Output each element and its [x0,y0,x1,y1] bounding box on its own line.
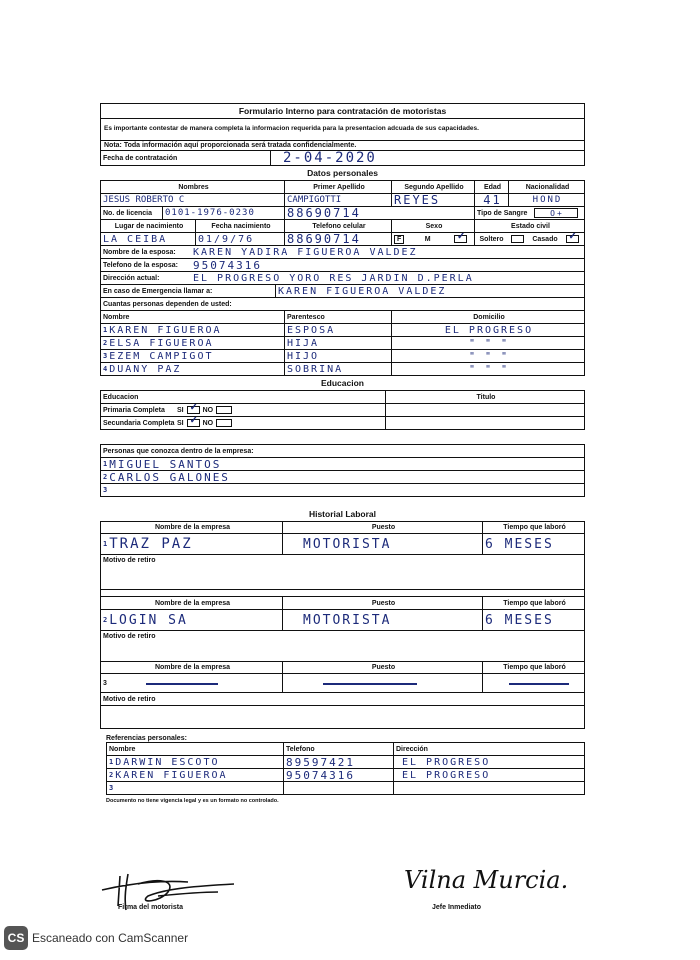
personal-table [100,180,585,376]
form-intro: Es importante contestar de manera completa la informacion requerida para la presentacion adcuada de sus capacidades. [101,119,584,141]
job-3-col-empresa: Nombre de la empresa [101,662,283,673]
job-2-empresa: 2 LOGIN SA [101,610,283,630]
dep-col-parentesco: Parentesco [285,311,392,323]
conocido-row-2: 2 CARLOS GALONES [103,471,230,483]
civil-label: Estado civil [511,222,550,230]
primaria-no-checkbox[interactable] [216,406,232,414]
secundaria-no-label: NO [202,419,214,427]
lugar-value: LA CEIBA [101,233,196,245]
sexo-f[interactable]: F [394,235,404,244]
col-edad: Edad [475,181,509,193]
direccion-label: Dirección actual: [103,274,160,282]
jefe-signature: Vilna Murcia. [404,866,569,894]
form-title: Formulario Interno para contratación de motoristas [101,104,584,119]
tel-esposa-value: 95074316 [193,259,262,271]
sexo-label: Sexo [392,220,475,232]
ref-row-1-tel: 89597421 [284,756,394,768]
primaria-titulo [386,404,584,416]
dash-line [146,683,218,685]
secundaria-si-label: SI [177,419,184,427]
primaria-row [101,404,386,416]
job-3-puesto [283,674,483,692]
sexo-m-checkbox[interactable] [454,235,467,243]
jefe-label: Jefe Inmediato [432,904,482,911]
conocidos-table [100,444,585,497]
job-1-col-empresa: Nombre de la empresa [101,522,283,533]
job-1-tiempo: 6 MESES [485,536,554,552]
form-header [100,103,585,166]
soltero-option[interactable]: Soltero [479,235,504,243]
ref-row-3-dir [394,782,584,794]
dep-col-domicilio: Domicilio [473,313,505,321]
cel-label: Telefono celular [285,220,392,232]
ref-row-3-tel [284,782,394,794]
primaria-no-label: NO [202,406,214,414]
tel-esposa-label: Telefono de la esposa: [103,261,178,269]
job-1-motivo-value [101,565,584,589]
check-icon: ✓ [189,404,199,413]
edu-col-educacion: Educacion [101,391,386,403]
esposa-label: Nombre de la esposa: [103,248,176,256]
cel-value: 88690714 [285,233,392,245]
fecha-label: Fecha de contratación [101,151,271,165]
job-2-motivo-value [101,641,584,661]
secundaria-row [101,417,386,429]
section-datos-personales: Datos personales [307,168,378,178]
dep-row-4-parentesco: SOBRINA [285,363,392,375]
esposa-value: KAREN YADIRA FIGUEROA VALDEZ [193,246,418,258]
col-nombres: Nombres [101,181,285,193]
ref-row-2-dir: EL PROGRESO [402,769,491,781]
emergencia-label: En caso de Emergencia llamar a: [101,285,276,297]
education-table [100,390,585,430]
job-3-col-puesto: Puesto [283,662,483,673]
licencia-label: No. de licencia [101,207,163,219]
job-3-col-tiempo: Tiempo que laboró [503,664,566,671]
licencia-extra: 88690714 [285,207,475,219]
ref-col-telefono: Telefono [284,743,394,755]
job-2-motivo-label: Motivo de retiro [103,632,156,640]
conocidos-label: Personas que conozca dentro de la empresa: [103,447,254,455]
section-historial-laboral: Historial Laboral [308,509,377,519]
emergencia-value: KAREN FIGUEROA VALDEZ [278,285,447,297]
nombres-value: JESUS ROBERTO C [101,194,285,206]
casado-checkbox[interactable] [566,235,579,243]
primaria-label: Primaria Completa [103,406,165,414]
disclaimer: Documento no tiene vigencia legal y es un formato no controlado. [106,798,279,804]
fnac-label: Fecha nacimiento [196,220,285,232]
job-1-col-tiempo: Tiempo que laboró [503,524,566,531]
work-history-table [100,521,585,729]
dep-row-3-nombre: 3 EZEM CAMPIGOT [101,350,285,362]
soltero-checkbox[interactable] [511,235,524,243]
secundaria-no-checkbox[interactable] [216,419,232,427]
secundaria-si-checkbox[interactable] [187,419,200,427]
job-1-motivo-label: Motivo de retiro [103,556,156,564]
job-2-col-puesto: Puesto [283,597,483,609]
dep-row-3-parentesco: HIJO [285,350,392,362]
ref-row-2-tel: 95074316 [284,769,394,781]
dep-row-1-parentesco: ESPOSA [285,324,392,336]
direccion-value: EL PROGRESO YORO RES JARDIN D.PERLA [193,272,474,284]
hiring-form [100,103,585,804]
dep-row-1-nombre: 1 KAREN FIGUEROA [101,324,285,336]
ref-row-3-nombre: 3 [107,782,284,794]
check-icon: ✓ [568,233,577,242]
fecha-value: 2-04-2020 [283,151,377,165]
ref-col-nombre: Nombre [107,743,284,755]
ref-row-2-nombre: 2 KAREN FIGUEROA [107,769,284,781]
primaria-si-checkbox[interactable] [187,406,200,414]
watermark-text: Escaneado con CamScanner [32,931,189,945]
secundaria-label: Secundaria Completa [103,419,175,427]
dep-row-4-nombre: 4 DUANY PAZ [101,363,285,375]
primaria-si-label: SI [177,406,184,414]
dep-col-nombre: Nombre [101,311,285,323]
job-2-tiempo: 6 MESES [485,612,554,628]
casado-option[interactable]: Casado [532,235,558,243]
conocido-row-3: 3 [103,486,110,494]
section-educacion: Educacion [321,378,364,388]
dash-line [509,683,569,685]
dash-line [323,683,417,685]
job-1-col-puesto: Puesto [283,522,483,533]
sangre-label: Tipo de Sangre [477,209,528,217]
lugar-label: Lugar de nacimiento [101,220,196,232]
dep-row-2-nombre: 2 ELSA FIGUEROA [101,337,285,349]
firma-label: Firma del motorista [118,904,183,911]
col-nacionalidad: Nacionalidad [525,183,570,191]
dep-row-2-domicilio: " " " [468,337,510,349]
dep-row-4-domicilio: " " " [468,363,510,375]
job-2-puesto: MOTORISTA [283,610,483,630]
col-primer-apellido: Primer Apellido [285,181,392,193]
edad-value: 41 [475,194,509,206]
ref-row-1-nombre: 1 DARWIN ESCOTO [107,756,284,768]
check-icon: ✓ [457,233,466,242]
sexo-options [392,233,475,245]
referencias-table [106,742,585,795]
job-separator [101,590,584,597]
civil-options [475,233,584,245]
col-segundo-apellido: Segundo Apellido [392,181,475,193]
ref-col-direccion: Dirección [396,745,428,753]
job-3-empresa: 3 [101,674,283,692]
camscanner-logo-icon: CS [4,926,28,950]
fnac-value: 01/9/76 [196,233,285,245]
dep-row-1-domicilio: EL PROGRESO [444,324,534,336]
dependen-label: Cuantas personas dependen de usted: [103,300,232,308]
conocido-row-1: 1 MIGUEL SANTOS [103,458,222,470]
job-1-empresa: 1 TRAZ PAZ [101,534,283,554]
edu-col-titulo: Titulo [476,393,496,401]
apellido1-value: CAMPIGOTTI [285,194,392,206]
apellido2-value: REYES [392,194,475,206]
form-note: Nota: Toda información aquí proporcionada será tratada confidencialmente. [101,141,584,151]
camscanner-watermark [4,926,188,950]
job-3-motivo-label: Motivo de retiro [103,695,156,703]
job-3-tiempo [483,674,584,692]
nacionalidad-value: HOND [532,195,563,205]
check-icon: ✓ [189,417,199,426]
referencias-label: Referencias personales: [106,735,187,742]
sexo-m[interactable]: M [424,235,431,243]
sangre-value: O+ [534,208,578,218]
job-1-puesto: MOTORISTA [283,534,483,554]
job-2-col-tiempo: Tiempo que laboró [503,599,566,607]
job-2-col-empresa: Nombre de la empresa [101,597,283,609]
dep-row-3-domicilio: " " " [468,350,510,362]
secundaria-titulo [386,417,584,429]
licencia-value: 0101-1976-0230 [163,207,285,219]
ref-row-1-dir: EL PROGRESO [402,756,491,768]
job-3-motivo-value [101,706,584,728]
dep-row-2-parentesco: HIJA [285,337,392,349]
